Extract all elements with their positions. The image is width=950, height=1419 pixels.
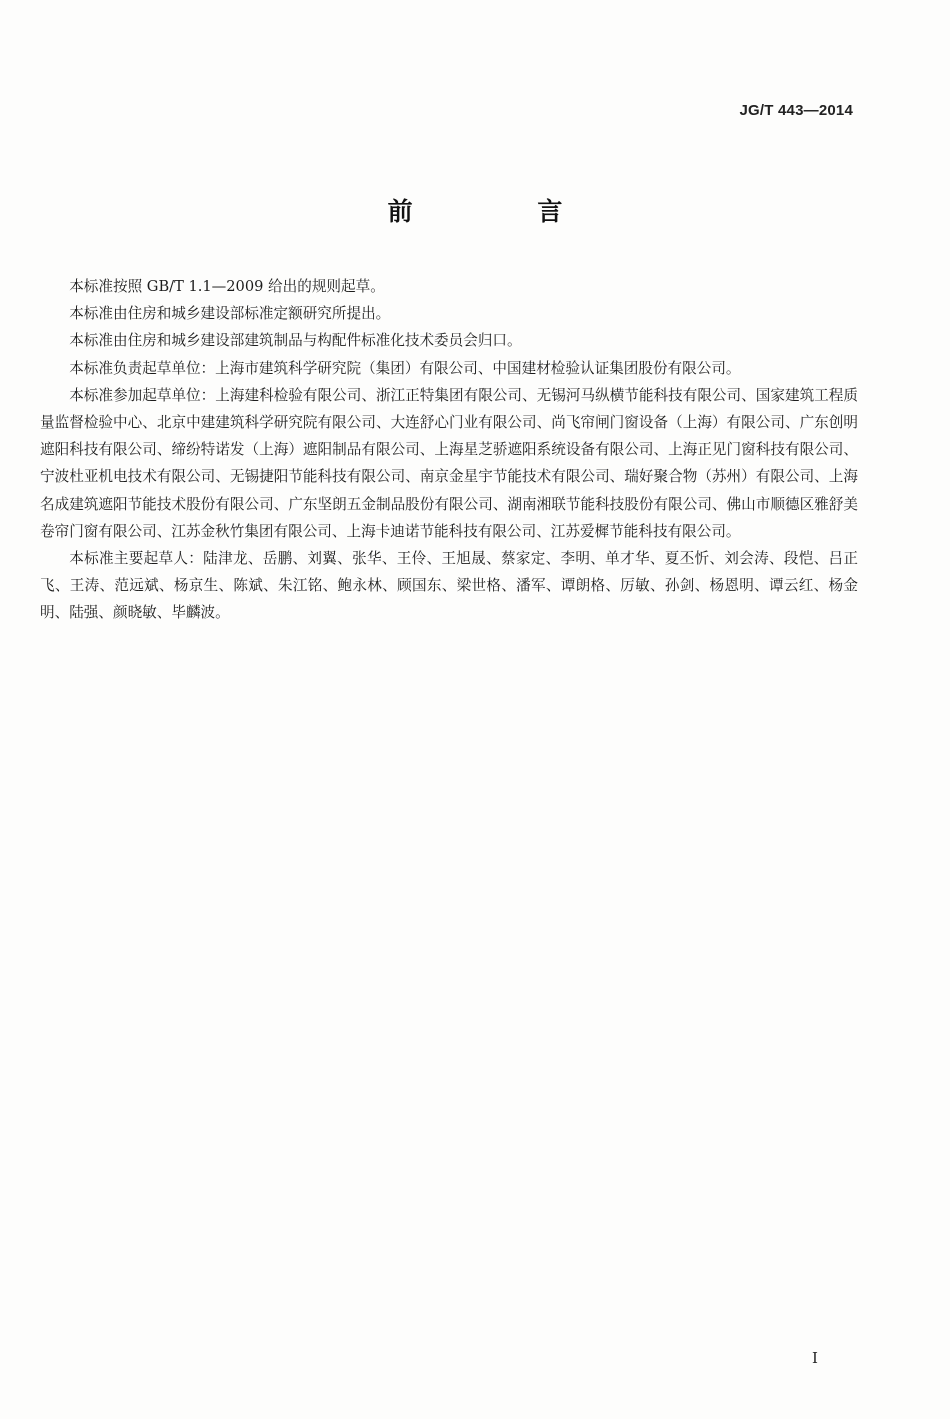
page-number: I <box>812 1349 818 1367</box>
page-title: 前 言 <box>387 197 621 226</box>
paragraph-proposed-by: 本标准由住房和城乡建设部标准定额研究所提出。 <box>69 305 391 323</box>
foreword-body <box>40 273 858 627</box>
paragraph-responsible-drafters: 本标准负责起草单位：上海市建筑科学研究院（集团）有限公司、中国建材检验认证集团股份有限公司。 <box>69 359 741 377</box>
paragraph-main-drafters: 本标准主要起草人：陆津龙、岳鹏、刘翼、张华、王伶、王旭晟、蔡家定、李明、单才华、夏丕忻、刘会涛、段恺、吕正飞、王涛、范远斌、杨京生、陈斌、朱江铭、鲍永林、顾国东、梁世格、潘军、谭朗格、厉敏、孙剑、杨恩明、谭云红、杨金明、陆强、颜晓敏、毕麟波。 <box>40 550 858 622</box>
standard-code: JG/T 443—2014 <box>739 102 853 119</box>
paragraph-participating-drafters: 本标准参加起草单位：上海建科检验有限公司、浙江正特集团有限公司、无锡河马纵横节能科技有限公司、国家建筑工程质量监督检验中心、北京中建建筑科学研究院有限公司、大连舒心门业有限公司、尚飞帘闸门窗设备（上海）有限公司、广东创明遮阳科技有限公司、缔纷特诺发（上海）遮阳制品有限公司、上海星芝骄遮阳系统设备有限公司、上海正见门窗科技有限公司、宁波杜亚机电技术有限公司、无锡捷阳节能科技有限公司、南京金星宇节能技术有限公司、瑞好聚合物（苏州）有限公司、上海名成建筑遮阳节能技术股份有限公司、广东坚朗五金制品股份有限公司、湖南湘联节能科技股份有限公司、佛山市顺德区雅舒美卷帘门窗有限公司、江苏金秋竹集团有限公司、上海卡迪诺节能科技有限公司、江苏爱樨节能科技有限公司。 <box>40 386 858 540</box>
paragraph-under-jurisdiction: 本标准由住房和城乡建设部建筑制品与构配件标准化技术委员会归口。 <box>69 332 522 350</box>
paragraph-drafting-rules: 本标准按照 GB/T 1.1—2009 给出的规则起草。 <box>69 278 385 295</box>
